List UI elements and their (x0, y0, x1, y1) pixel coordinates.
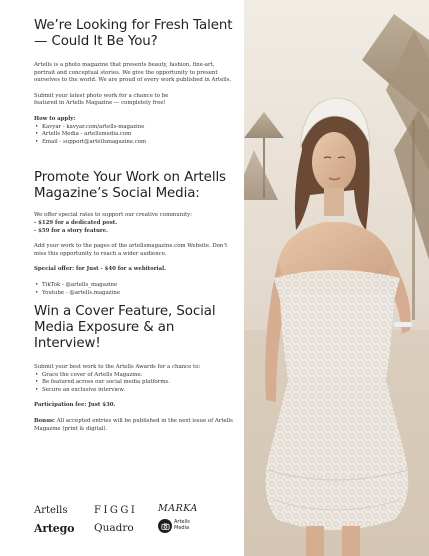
artells-media-line2: Media (174, 525, 190, 531)
artells-media-line1: Artells (174, 519, 190, 526)
quadro-logo: Quadro (94, 522, 134, 534)
section1-intro: Artells is a photo magazine that presents beauty, fashion, fine-art, portrait and conceptual stories. We give the opportunity to present ourselves to the world. We are proud of every work published in Artells. (34, 62, 232, 84)
rate-story-feature: - $59 for a story feature. (34, 227, 109, 234)
artells-media-logo-text (174, 520, 190, 531)
apply-kavyar[interactable]: • Kavyar - kavyar.com/artells-magazine (34, 124, 234, 132)
partner-logos (34, 500, 244, 544)
text-column (34, 18, 234, 433)
how-to-apply-list (34, 124, 234, 147)
bonus-text: All accepted entries will be published in the next issue of Artells Magazine (print & digital). (34, 418, 233, 432)
section1-title: We’re Looking for Fresh Talent — Could It Be You? (34, 18, 233, 49)
artego-logo: Artego (34, 522, 75, 535)
cover-photo (244, 0, 429, 556)
awards-benefits-list (34, 372, 234, 395)
social-youtube[interactable]: • Youtube - @artells.magazine (34, 290, 234, 298)
section2-offer-intro: We offer special rates to support our creative community: (34, 212, 192, 219)
section2-title: Promote Your Work on Artells Magazine’s Social Media: (34, 170, 226, 202)
apply-email[interactable]: • Email - support@artellsmagazine.com (34, 139, 234, 147)
section3-title: Win a Cover Feature, Social Media Exposure & an Interview! (34, 304, 216, 352)
social-list (34, 282, 234, 297)
bonus-label: Bonus: (34, 418, 56, 425)
section1-cta: Submit your latest photo work for a chance to be featured in Artells Magazine — completely free! (34, 92, 169, 107)
benefit-interview: • Secure an exclusive interview. (34, 387, 234, 395)
benefit-cover: • Grace the cover of Artells Magazine. (34, 372, 234, 380)
section3-intro: Submit your best work to the Artells Awards for a chance to: (34, 364, 201, 371)
benefit-social: • Be featured across our social media platforms. (34, 379, 234, 387)
artells-media-logo (158, 519, 190, 533)
how-to-apply-label: How to apply: (34, 115, 76, 122)
marka-logo: MARKA (158, 503, 198, 514)
participation-fee: Participation fee: Just $30. (34, 402, 116, 409)
bonus-paragraph (34, 418, 234, 433)
apply-artells-media[interactable]: • Artells Media - artellsmedia.com (34, 131, 234, 139)
social-tiktok[interactable]: • TikTok - @artells_magazine (34, 282, 234, 290)
woman-in-white-lace-dress-icon (244, 0, 429, 556)
figgi-logo: FIGGI (94, 505, 138, 516)
artells-logo: Artells (34, 505, 68, 516)
camera-icon (158, 519, 172, 533)
website-note: Add your work to the pages of the artellsmagazine.com Website. Don’t miss this opportunity to reach a wider audience. (34, 243, 228, 257)
rate-dedicated-post: - $129 for a dedicated post. (34, 219, 118, 226)
special-offer: Special offer: for Just - $40 for a webitorial. (34, 266, 167, 273)
